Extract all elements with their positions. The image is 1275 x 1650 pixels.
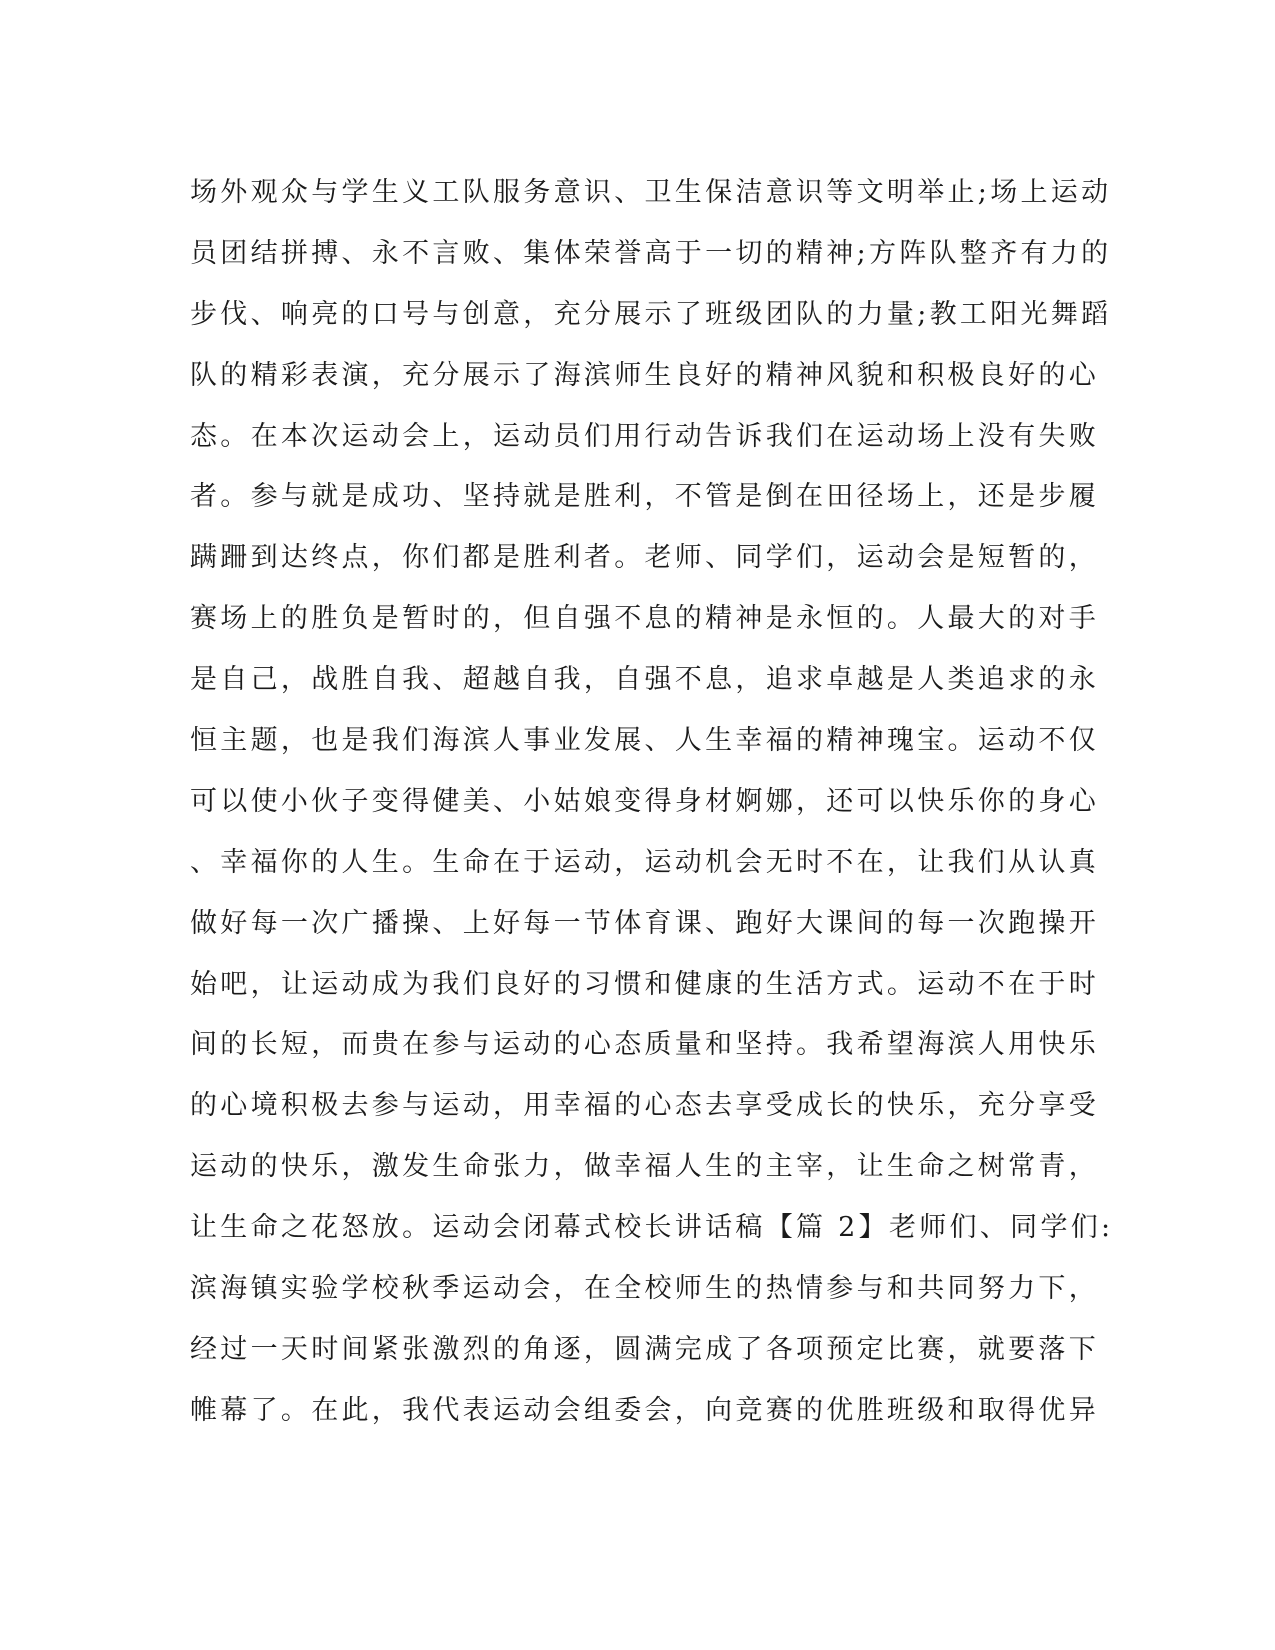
text-line: 的心境积极去参与运动，用幸福的心态去享受成长的快乐，充分享受 xyxy=(190,1090,1099,1122)
text-line: 运动的快乐，激发生命张力，做幸福人生的主宰，让生命之树常青， xyxy=(190,1151,1099,1183)
text-line: 做好每一次广播操、上好每一节体育课、跑好大课间的每一次跑操开 xyxy=(190,907,1099,939)
text-line: 员团结拼搏、永不言败、集体荣誉高于一切的精神;方阵队整齐有力的 xyxy=(190,237,1112,269)
text-line: 恒主题，也是我们海滨人事业发展、人生幸福的精神瑰宝。运动不仅 xyxy=(190,725,1099,757)
text-line: 是自己，战胜自我、超越自我，自强不息，追求卓越是人类追求的永 xyxy=(190,664,1099,696)
text-line: 始吧，让运动成为我们良好的习惯和健康的生活方式。运动不在于时 xyxy=(190,968,1099,1000)
text-line: 蹒跚到达终点，你们都是胜利者。老师、同学们，运动会是短暂的， xyxy=(190,542,1099,574)
text-line: 可以使小伙子变得健美、小姑娘变得身材婀娜，还可以快乐你的身心 xyxy=(190,785,1099,817)
text-line: 场外观众与学生义工队服务意识、卫生保洁意识等文明举止;场上运动 xyxy=(190,177,1112,208)
text-line: 态。在本次运动会上，运动员们用行动告诉我们在运动场上没有失败 xyxy=(190,420,1099,452)
text-line: 滨海镇实验学校秋季运动会，在全校师生的热情参与和共同努力下， xyxy=(190,1273,1099,1305)
text-line: 让生命之花怒放。运动会闭幕式校长讲话稿【篇 2】老师们、同学们: xyxy=(190,1212,1114,1244)
text-line: 赛场上的胜负是暂时的，但自强不息的精神是永恒的。人最大的对手 xyxy=(190,603,1099,635)
text-line: 队的精彩表演，充分展示了海滨师生良好的精神风貌和积极良好的心 xyxy=(190,359,1099,391)
text-line: 者。参与就是成功、坚持就是胜利，不管是倒在田径场上，还是步履 xyxy=(190,481,1099,513)
body-text xyxy=(190,163,1114,1442)
text-line: 步伐、响亮的口号与创意，充分展示了班级团队的力量;教工阳光舞蹈 xyxy=(190,298,1112,330)
text-line: 经过一天时间紧张激烈的角逐，圆满完成了各项预定比赛，就要落下 xyxy=(190,1333,1099,1365)
text-line: 、幸福你的人生。生命在于运动，运动机会无时不在，让我们从认真 xyxy=(190,846,1099,878)
text-line: 间的长短，而贵在参与运动的心态质量和坚持。我希望海滨人用快乐 xyxy=(190,1029,1099,1061)
text-line: 帷幕了。在此，我代表运动会组委会，向竞赛的优胜班级和取得优异 xyxy=(190,1394,1099,1426)
